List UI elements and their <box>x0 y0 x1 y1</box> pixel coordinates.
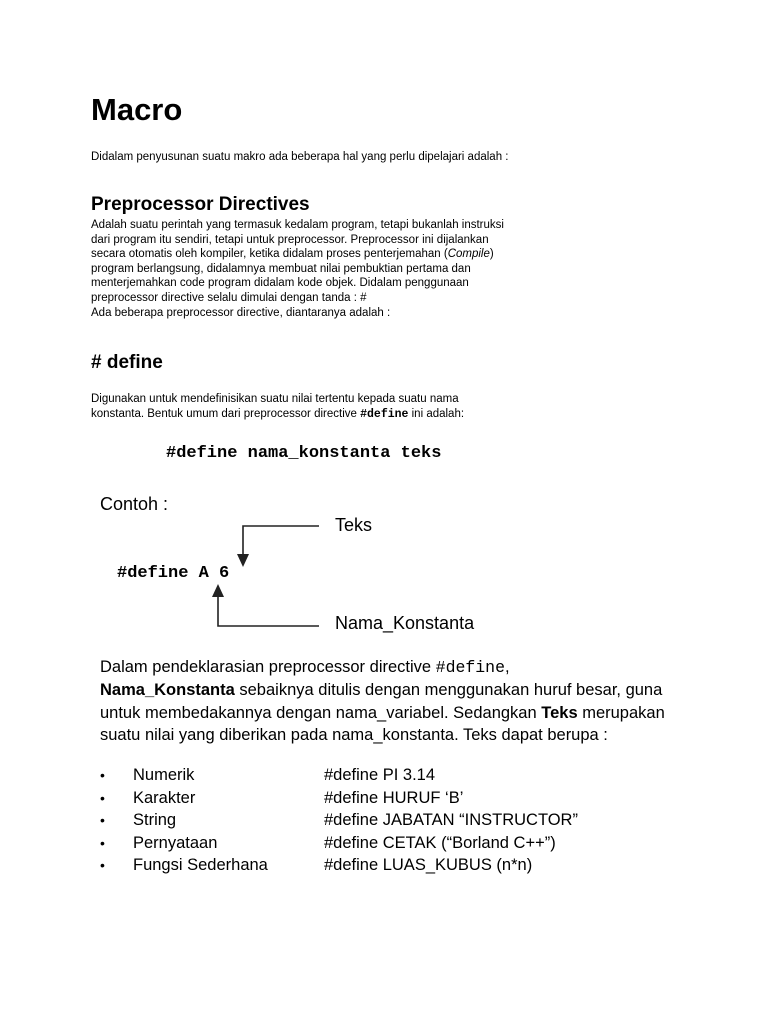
list-item-example: #define PI 3.14 <box>324 766 436 784</box>
bullet-icon: • <box>100 812 105 829</box>
define-text-start: Digunakan untuk mendefinisikan suatu nilai tertentu kepada suatu nama konstanta. Bentuk umum dari preprocessor directive <box>91 393 459 420</box>
intro-paragraph: Didalam penyusunan suatu makro ada beberapa hal yang perlu dipelajari adalah : <box>91 151 509 163</box>
define-inline-code: #define <box>435 658 505 677</box>
bullet-icon: • <box>100 857 105 874</box>
nama-konstanta-term: Nama_Konstanta <box>100 681 235 700</box>
example-label: Contoh : <box>100 494 169 514</box>
explanation-paragraph <box>100 656 700 747</box>
nama-arrowhead <box>212 584 224 597</box>
define-syntax: #define nama_konstanta teks <box>166 444 442 463</box>
directive-list-intro: Ada beberapa preprocessor directive, diantaranya adalah : <box>91 306 391 319</box>
compile-term: Compile <box>447 248 490 261</box>
define-paragraph <box>91 392 511 422</box>
explanation-text-1: Dalam pendeklarasian preprocessor directive <box>100 658 436 676</box>
preprocessor-paragraph <box>91 218 511 320</box>
page-title: Macro <box>91 92 183 127</box>
list-item-example: #define CETAK (“Borland C++”) <box>324 833 556 852</box>
teks-arrowhead <box>237 554 249 567</box>
list-item-example: #define JABATAN “INSTRUCTOR” <box>324 811 578 830</box>
preprocessor-text-end: ) program berlangsung, didalamnya membuat nilai pembuktian pertama dan menterjemahkan code program didalam kode objek. Didalam penggunaan preprocessor directive selalu dimulai dengan tanda : # <box>91 248 494 304</box>
list-item-example: #define LUAS_KUBUS (n*n) <box>324 856 533 875</box>
nama-arrow-line <box>218 594 319 626</box>
list-item-type: Karakter <box>133 788 196 807</box>
explanation-comma: , <box>504 658 510 676</box>
preprocessor-text-start: Adalah suatu perintah yang termasuk kedalam program, tetapi bukanlah instruksi dari program itu sendiri, tetapi untuk preprocessor. Preprocessor ini dijalankan secara otomatis oleh kompiler, ketika didalam proses penterjemahan ( <box>91 219 504 261</box>
teks-arrow-line <box>243 526 319 556</box>
list-item-type: String <box>133 811 177 830</box>
bullet-icon: • <box>100 767 105 783</box>
list-item-type: Pernyataan <box>133 833 218 852</box>
list-item-example: #define HURUF ‘B’ <box>324 788 464 807</box>
list-item-type: Fungsi Sederhana <box>133 856 268 875</box>
explanation-text-3: merupakan suatu nilai yang diberikan pada nama_konstanta. Teks dapat berupa : <box>100 703 665 745</box>
list-item-type: Numerik <box>133 766 195 784</box>
teks-label: Teks <box>335 515 373 535</box>
section-heading-preprocessor: Preprocessor Directives <box>91 194 310 215</box>
teks-term: Teks <box>541 703 578 722</box>
nama-konstanta-label: Nama_Konstanta <box>335 613 475 633</box>
bullet-icon: • <box>100 834 105 851</box>
define-keyword: #define <box>360 407 409 421</box>
explanation-text-2: sebaiknya ditulis dengan menggunakan huruf besar, guna untuk membedakannya dengan nama_variabel. Sedangkan <box>100 681 663 722</box>
define-text-end: ini adalah: <box>408 407 465 420</box>
bullet-icon: • <box>100 789 105 806</box>
example-code: #define A 6 <box>117 564 230 583</box>
section-heading-define: # define <box>91 352 163 373</box>
